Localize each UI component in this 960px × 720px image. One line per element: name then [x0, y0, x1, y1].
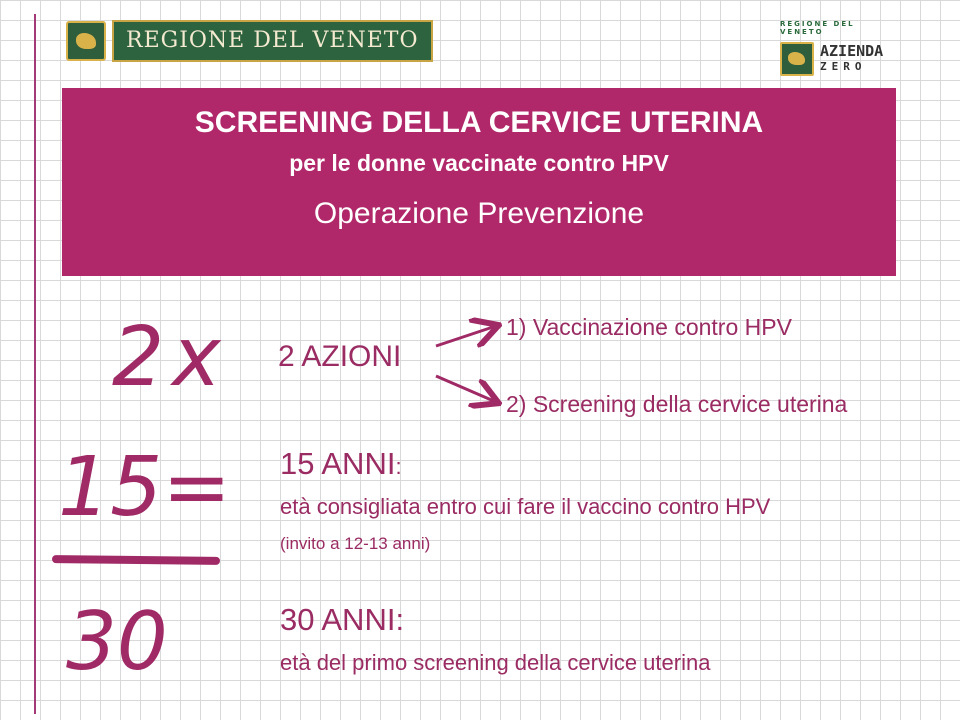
- arrow-to-screening-icon: [436, 376, 496, 402]
- age-15-heading: [280, 446, 402, 482]
- age-30-description: età del primo screening della cervice uterina: [280, 650, 711, 675]
- age-15-note: (invito a 12-13 anni): [280, 534, 431, 553]
- arrow-to-vaccination-icon: [436, 326, 496, 346]
- page-subtitle: per le donne vaccinate contro HPV: [289, 150, 669, 176]
- age-15-colon: :: [395, 454, 402, 479]
- azienda-zero-region-label: REGIONE DEL VENETO: [780, 20, 855, 36]
- regione-veneto-banner: REGIONE DEL VENETO: [112, 20, 433, 62]
- page-title: SCREENING DELLA CERVICE UTERINA: [194, 106, 764, 139]
- zero-label: ZERO: [820, 60, 867, 73]
- action-screening: 2) Screening della cervice uterina: [506, 391, 848, 417]
- azienda-label: AZIENDA: [820, 42, 884, 60]
- age-15-heading-text: 15 ANNI: [280, 446, 396, 481]
- age-15-description: età consigliata entro cui fare il vaccino contro HPV: [280, 494, 771, 519]
- handwritten-30: 30: [66, 595, 168, 688]
- handwritten-2x: 2x: [112, 310, 229, 405]
- handwritten-15-equals: 15=: [58, 440, 232, 535]
- age-30-heading: 30 ANNI:: [280, 602, 405, 637]
- two-actions-label: 2 AZIONI: [278, 340, 402, 373]
- action-vaccination: 1) Vaccinazione contro HPV: [506, 314, 792, 340]
- campaign-name: Operazione Prevenzione: [313, 197, 645, 230]
